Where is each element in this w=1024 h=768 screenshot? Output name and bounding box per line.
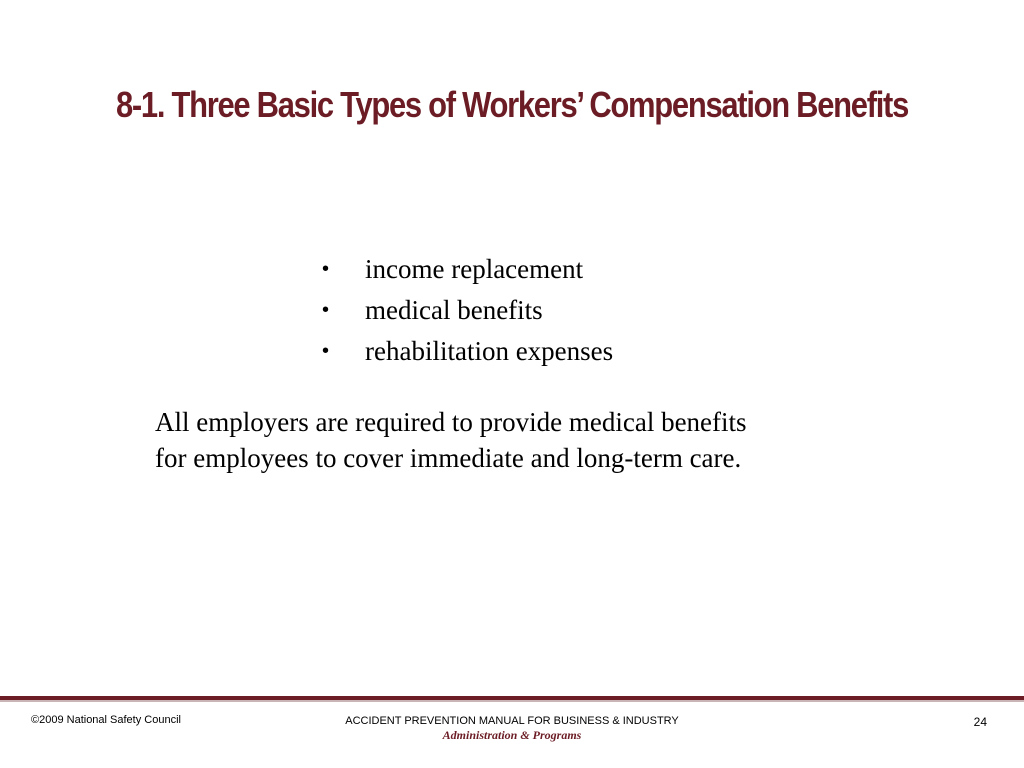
bullet-list xyxy=(322,250,613,373)
footer-manual-subtitle: Administration & Programs xyxy=(442,728,582,742)
bullet-text: income replacement xyxy=(365,254,584,284)
bullet-icon: • xyxy=(322,258,330,280)
body-paragraph xyxy=(155,404,875,476)
bullet-text: rehabilitation expenses xyxy=(365,336,614,366)
bullet-icon: • xyxy=(322,299,330,321)
bullet-icon: • xyxy=(322,340,330,362)
bullet-text: medical benefits xyxy=(365,295,543,325)
bullet-item xyxy=(322,291,613,332)
paragraph-line: All employers are required to provide medical benefits xyxy=(155,407,747,437)
footer-manual-title: ACCIDENT PREVENTION MANUAL FOR BUSINESS & INDUSTRY xyxy=(345,715,679,727)
footer-manual-block xyxy=(0,714,1024,743)
page-number: 24 xyxy=(973,715,987,729)
slide-title: 8-1. Three Basic Types of Workers’ Compensation Benefits xyxy=(115,84,909,125)
footer-divider-shadow xyxy=(0,700,1024,702)
paragraph-line: for employees to cover immediate and long-term care. xyxy=(155,443,742,473)
bullet-item xyxy=(322,250,613,291)
footer-copyright: ©2009 National Safety Council xyxy=(31,714,181,726)
bullet-item xyxy=(322,332,613,373)
